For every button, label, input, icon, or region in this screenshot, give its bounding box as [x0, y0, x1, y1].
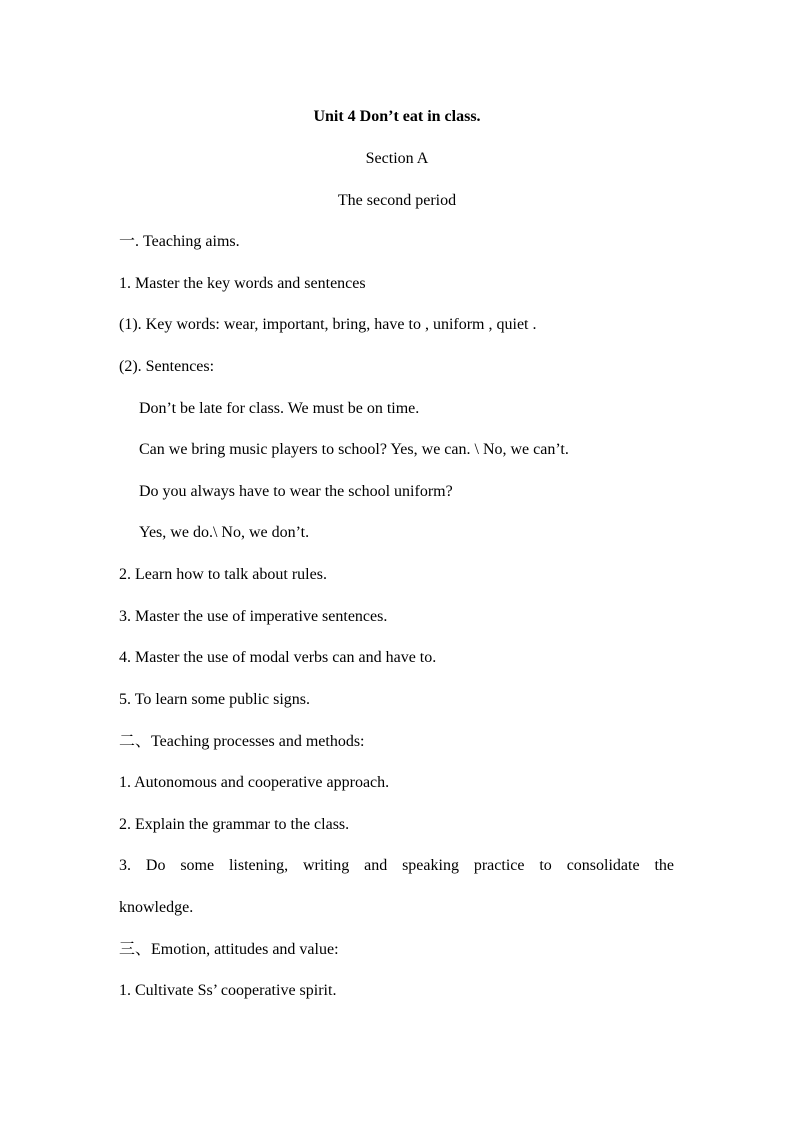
- aims-item-4: 4. Master the use of modal verbs can and have to.: [119, 649, 437, 666]
- sentences-heading: (2). Sentences:: [119, 358, 215, 375]
- processes-item-1: 1. Autonomous and cooperative approach.: [119, 774, 390, 791]
- aims-item-5: 5. To learn some public signs.: [119, 691, 311, 708]
- emotion-item-1: 1. Cultivate Ss’ cooperative spirit.: [119, 982, 337, 999]
- sentence-4: Yes, we do.\ No, we don’t.: [139, 524, 310, 541]
- aims-heading: 一. Teaching aims.: [119, 233, 240, 250]
- aims-item-2: 2. Learn how to talk about rules.: [119, 566, 327, 583]
- key-words-line: (1). Key words: wear, important, bring, have to , uniform , quiet .: [119, 316, 537, 333]
- processes-item-3-line-2: knowledge.: [119, 899, 194, 916]
- emotion-heading: 三、Emotion, attitudes and value:: [119, 941, 339, 958]
- period-label: The second period: [337, 192, 457, 209]
- processes-heading: 二、Teaching processes and methods:: [119, 733, 365, 750]
- sentence-1: Don’t be late for class. We must be on time.: [139, 400, 420, 417]
- document-title: Unit 4 Don’t eat in class.: [313, 108, 481, 125]
- section-label: Section A: [365, 150, 429, 167]
- aims-item-1: 1. Master the key words and sentences: [119, 275, 366, 292]
- aims-item-3: 3. Master the use of imperative sentences.: [119, 608, 388, 625]
- processes-item-2: 2. Explain the grammar to the class.: [119, 816, 350, 833]
- sentence-2: Can we bring music players to school? Yes, we can. \ No, we can’t.: [139, 441, 569, 458]
- sentence-3: Do you always have to wear the school uniform?: [139, 483, 453, 500]
- processes-item-3-line-1: 3. Do some listening, writing and speaking practice to consolidate the: [119, 857, 674, 874]
